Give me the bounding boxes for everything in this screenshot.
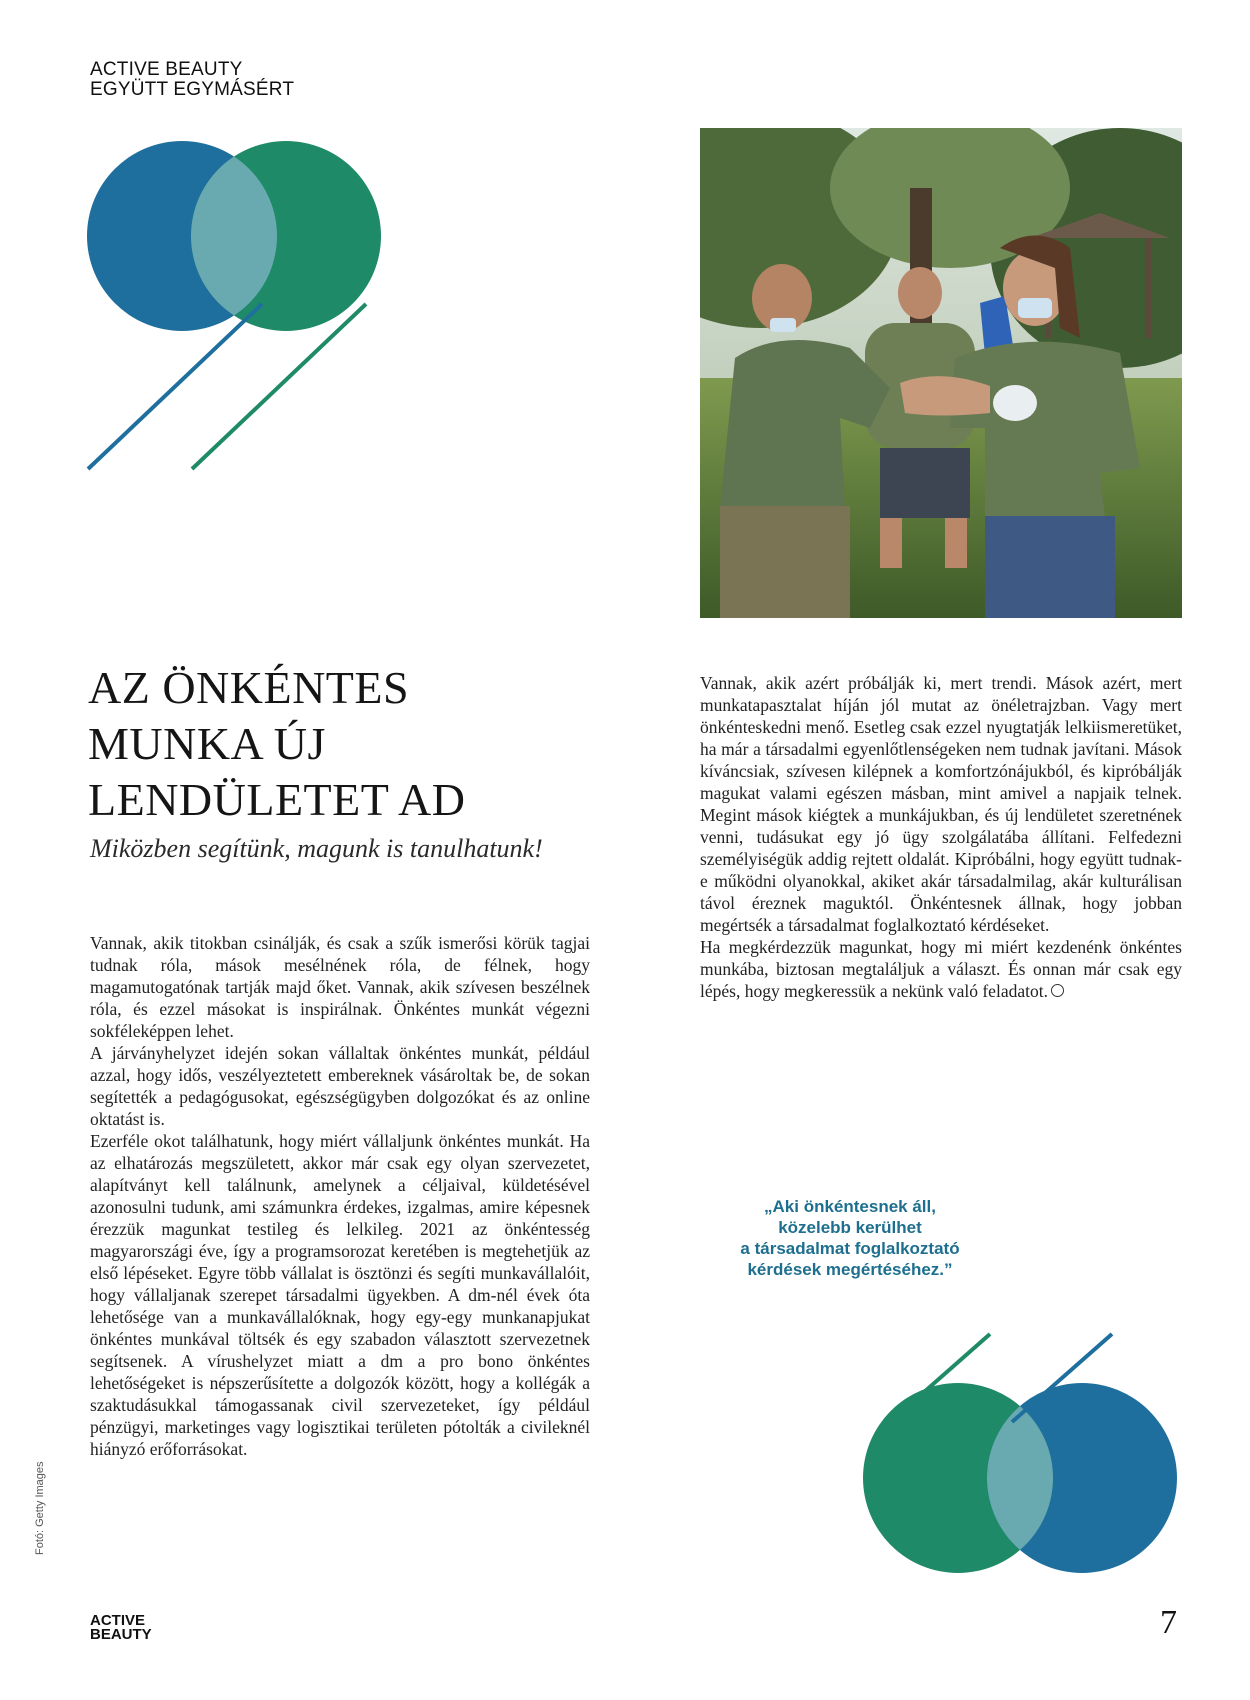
headline-line: MUNKA ÚJ [88,718,326,769]
photo-credit: Fotó: Getty Images [34,1461,46,1555]
right-body-column [700,672,1182,1002]
headline-line: AZ ÖNKÉNTES [88,662,410,713]
pull-quote-line: közelebb kerülhet [778,1218,922,1237]
brand-label: ACTIVE BEAUTY [90,59,243,80]
left-body-column [90,932,590,1460]
body-paragraph: Ezerféle okot találhatunk, hogy miért vállaljunk önkéntes munkát. Ha az elhatározás megszületett, akkor már csak egy olyan szervezetet, alapítványt kell találnunk, amelynek a céljaival, küldetésével azonosulni tudunk, ami számunkra érdekes, izgalmas, amire képesnek érezzük magunkat testileg és lelkileg. 2021 az önkéntesség magyarországi éve, így a programsorozat keretében is megtehetjük az első lépéseket. Egyre több vállalat is ösztönzi és segíti munkavállalóit, hogy vállaljanak szerepet társadalmi ügyekben. A dm-nél évek óta lehetősége van a munkavállalóknak, hogy egy-egy munkanapjukat önkéntes munkával töltsék és egy szabadon választott szervezetnek segítsenek. A vírushelyzet miatt a dm a pro bono önkéntes lehetőségeket is népszerűsítette a dolgozók között, hogy a kollégák a szaktudásukkal támogassanak civil szervezeteket, így például pénzügyi, marketinges vagy logisztikai területen pótolták a civileknél hiányzó erőforrásokat. [90,1131,590,1459]
body-paragraph: A járványhelyzet idején sokan vállaltak önkéntes munkát, például azzal, hogy idős, veszélyeztetett embereknek vásároltak be, de sokan segítették a pedagógusokat, egészségügyben dolgozókat és az online oktatást is. [90,1043,590,1129]
section-title: EGYÜTT EGYMÁSÉRT [90,79,295,100]
volunteers-photo [700,128,1182,618]
volunteers-illustration [700,128,1182,618]
pull-quote [700,1196,1000,1280]
quote-open-icon [86,136,386,476]
pull-quote-line: „Aki önkéntesnek áll, [764,1197,936,1216]
body-paragraph: Vannak, akik titokban csinálják, és csak a szűk ismerősi körük tagjai tudnak róla, mások mesélnének róla, de félnek, hogy magamutogatónak tartják majd őket. Vannak, akik szívesen beszélnek róla, és ezzel másokat is inspirálnak. Önkéntes munkát végezni sokféleképpen lehet. [90,933,590,1041]
section-header [90,60,294,100]
footer-brand-line: ACTIVE [90,1612,146,1629]
article-subheadline: Miközben segítünk, magunk is tanulhatunk! [90,834,543,863]
pull-quote-line: kérdések megértéséhez.” [747,1260,953,1279]
end-circle-icon [1051,984,1064,997]
headline-line: LENDÜLETET AD [88,774,466,825]
page-number: 7 [1160,1604,1177,1641]
footer-brand-line: BEAUTY [90,1626,152,1643]
article-headline [88,660,588,828]
pull-quote-line: a társadalmat foglalkoztató [740,1239,960,1258]
quote-close-icon [860,1330,1180,1580]
body-paragraph: Vannak, akik azért próbálják ki, mert trendi. Mások azért, mert munkatapasztalat híján jól mutat az önéletrajzban. Vagy mert önkénteskedni menő. Esetleg csak ezzel nyugtatják lelkiismeretüket, ha már a társadalmi egyenlőtlenségeken nem tudnak javítani. Mások kíváncsiak, szívesen kilépnek a komfortzónájukból, és kipróbálják magukat valami egészen másban, mint amivel a napjaik telnek. Megint mások kiégtek a munkájukban, és új lendületet szeretnének venni, tudásukat egy jó ügy szolgálatába állítani. Felfedezni személyiségük addig rejtett oldalát. Kipróbálni, hogy együtt tudnak-e működni olyanokkal, akiket akár társadalmilag, akár kulturálisan távol éreznek maguktól. Önkéntesnek állnak, hogy jobban megértsék a társadalmat foglalkoztató kérdéseket. [700,673,1182,935]
body-paragraph [700,936,1182,1002]
closing-paragraph-text: Ha megkérdezzük magunkat, hogy mi miért kezdenénk önkéntes munkába, biztosan megtaláljuk a választ. És onnan már csak egy lépés, hogy megkeressük a nekünk való feladatot. [700,937,1182,1001]
footer-brand [90,1614,152,1642]
